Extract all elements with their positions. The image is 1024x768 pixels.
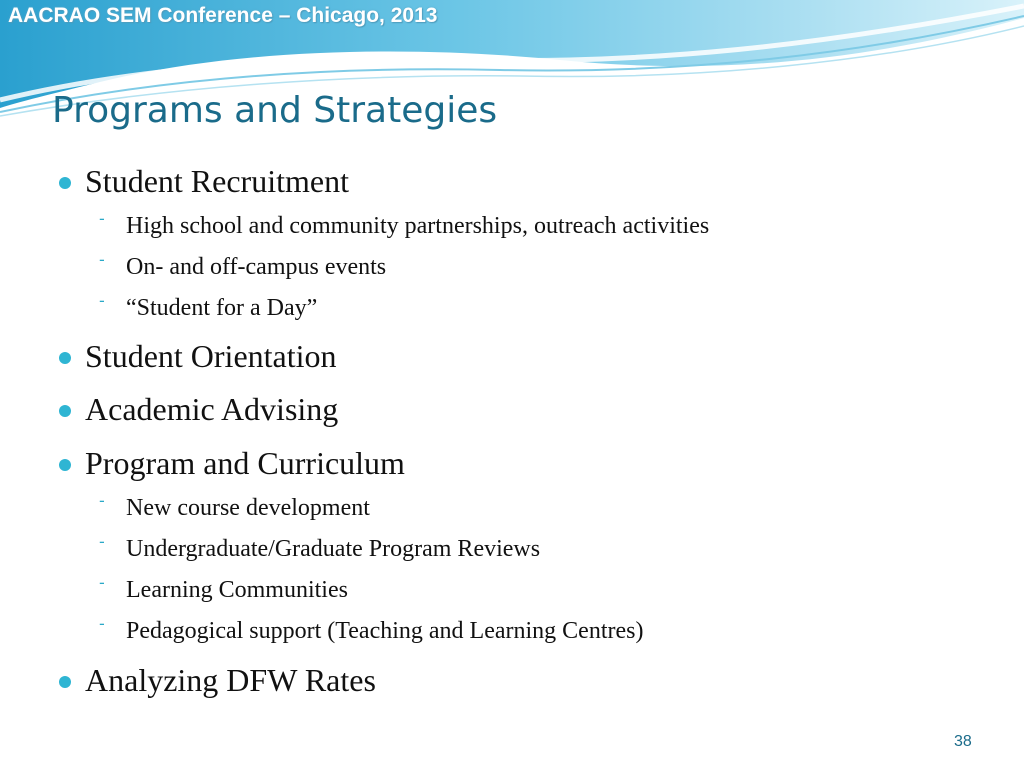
- bullet-dot-icon: [59, 405, 71, 417]
- sub-item-label: New course development: [126, 495, 370, 521]
- bullet-label: Program and Curriculum: [85, 445, 405, 481]
- bullet-label: Analyzing DFW Rates: [85, 662, 376, 698]
- sub-item: [99, 573, 348, 604]
- bullet-label: Student Recruitment: [85, 163, 349, 199]
- slide-page-number: 38: [954, 733, 972, 750]
- dash-bullet-icon: -: [99, 573, 105, 592]
- bullet-label: Student Orientation: [85, 338, 337, 374]
- bullet-dot-icon: [59, 352, 71, 364]
- sub-item-label: “Student for a Day”: [126, 295, 318, 321]
- dash-bullet-icon: -: [99, 614, 105, 633]
- conference-header: AACRAO SEM Conference – Chicago, 2013: [8, 4, 438, 27]
- sub-item: [99, 532, 541, 563]
- bullet-dot-icon: [59, 177, 71, 189]
- sub-item: [99, 491, 370, 522]
- bullet-dot-icon: [59, 459, 71, 471]
- sub-item: [99, 614, 644, 645]
- bullet-item-student-orientation: [85, 338, 337, 375]
- bullet-item-analyzing-dfw-rates: [85, 662, 376, 699]
- dash-bullet-icon: -: [99, 291, 105, 310]
- sub-item: [99, 209, 710, 240]
- sub-item-label: Learning Communities: [126, 577, 348, 603]
- page-title: Programs and Strategies: [52, 90, 498, 131]
- sub-item-label: High school and community partnerships, outreach activities: [126, 213, 710, 239]
- bullet-dot-icon: [59, 676, 71, 688]
- bullet-item-student-recruitment: [85, 163, 349, 200]
- sub-item-label: Pedagogical support (Teaching and Learning Centres): [126, 618, 644, 644]
- dash-bullet-icon: -: [99, 532, 105, 551]
- dash-bullet-icon: -: [99, 209, 105, 228]
- bullet-label: Academic Advising: [85, 391, 339, 427]
- sub-item: [99, 250, 387, 281]
- bullet-item-program-and-curriculum: [85, 445, 405, 482]
- sub-item-label: Undergraduate/Graduate Program Reviews: [126, 536, 541, 562]
- bullet-item-academic-advising: [85, 391, 338, 428]
- dash-bullet-icon: -: [99, 250, 105, 269]
- dash-bullet-icon: -: [99, 491, 105, 510]
- sub-item-label: On- and off-campus events: [126, 254, 387, 280]
- sub-item: [99, 291, 318, 322]
